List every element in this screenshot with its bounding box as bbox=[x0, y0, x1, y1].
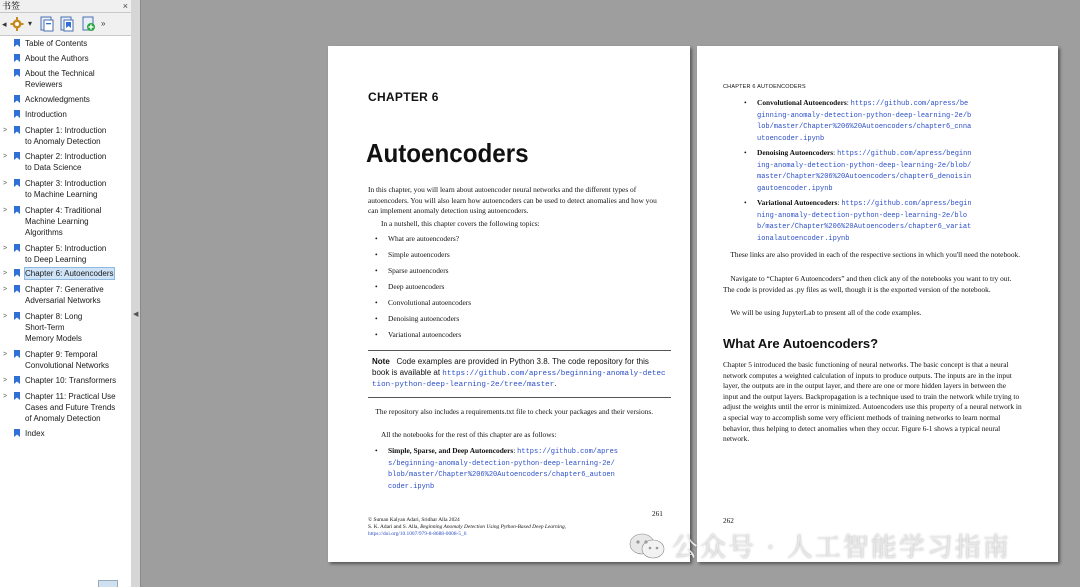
citation-end: , bbox=[564, 524, 567, 530]
panel-splitter[interactable] bbox=[131, 0, 141, 587]
bookmark-icon bbox=[14, 429, 20, 437]
bookmarks-panel bbox=[0, 0, 132, 587]
splitter-grip-icon[interactable]: ◀ bbox=[133, 311, 139, 318]
bookmarks-toolbar bbox=[0, 13, 131, 36]
bookmark-label: Chapter 6: Autoencoders bbox=[25, 269, 114, 278]
topic-item: • Denoising autoencoders bbox=[388, 314, 459, 323]
notebook-name: Convolutional Autoencoders bbox=[757, 98, 847, 107]
citation-authors: S. K. Adari and S. Alla, bbox=[368, 524, 419, 530]
notebook-link[interactable]: https://github.com/apress/beginning-anomaly-detection-python-deep-learning-2e/blob/master/Chapter%206%20Autoencoders/chapter6_variationalautoencoder.ipynb bbox=[757, 200, 972, 243]
expand-chevron-icon[interactable]: > bbox=[3, 127, 8, 134]
more-tools-icon[interactable]: » bbox=[101, 19, 106, 28]
bookmark-label: Table of Contents bbox=[25, 39, 88, 48]
note-box bbox=[368, 350, 671, 398]
jupyter-paragraph bbox=[723, 308, 1023, 319]
links-paragraph bbox=[723, 250, 1023, 261]
page-number: 261 bbox=[652, 510, 663, 518]
topic-item: • Sparse autoencoders bbox=[388, 266, 449, 275]
expand-chevron-icon[interactable]: > bbox=[3, 245, 8, 252]
bookmark-icon bbox=[14, 126, 20, 134]
bookmark-icon bbox=[14, 285, 20, 293]
watermark: 公众号 · 人工智能学习指南 bbox=[672, 533, 1011, 563]
close-icon[interactable]: × bbox=[122, 1, 128, 11]
repo-paragraph-text: The repository also includes a requirements.txt file to check your packages and their versions. bbox=[375, 407, 654, 416]
bookmark-icon bbox=[14, 110, 20, 118]
book-title: Beginning Anomaly Detection Using Python-Based Deep Learning bbox=[420, 524, 565, 530]
wechat-icon bbox=[628, 532, 666, 560]
doi-link[interactable]: https://doi.org/10.1007/979-8-8688-0008-5_6 bbox=[368, 531, 467, 537]
bookmark-label: Chapter 3: Introduction to Machine Learning bbox=[25, 179, 107, 199]
expand-chevron-icon[interactable]: > bbox=[3, 207, 8, 214]
bookmark-label: Introduction bbox=[25, 110, 67, 119]
notebook-item: • Variational Autoencoders: https://github.com/apress/beginning-anomaly-detection-python-deep-learning-2e/blob/master/Chapter%206%20Autoencoders/chapter6_variationalautoencoder.ipynb bbox=[757, 198, 972, 244]
bookmark-icon bbox=[14, 95, 20, 103]
add-bookmark-icon[interactable] bbox=[82, 16, 96, 32]
intro-paragraph: In this chapter, you will learn about autoencoder neural networks and the different types of autoencoders. You will also learn how autoencoders can be used to detect anomalies and how you can implement anomaly detection using autoencoders. bbox=[368, 185, 657, 216]
bookmark-icon bbox=[14, 179, 20, 187]
bookmark-icon bbox=[14, 69, 20, 77]
notebook-item-simple bbox=[388, 446, 618, 492]
bookmark-icon bbox=[14, 152, 20, 160]
expand-bookmarks-icon[interactable] bbox=[40, 16, 54, 32]
bookmark-label: Chapter 9: Temporal Convolutional Networks bbox=[25, 350, 110, 370]
new-bookmark-icon[interactable] bbox=[60, 16, 74, 32]
note-text: Code examples are provided in Python 3.8. The code repository for this book is available at bbox=[372, 357, 649, 377]
bookmark-label: Chapter 1: Introduction to Anomaly Detection bbox=[25, 126, 107, 146]
bookmark-icon bbox=[14, 350, 20, 358]
navigate-paragraph bbox=[723, 274, 1023, 295]
gear-icon[interactable] bbox=[10, 16, 24, 32]
links-paragraph-text: These links are also provided in each of the respective sections in which you'll need the notebook. bbox=[730, 250, 1021, 259]
section-heading: What Are Autoencoders? bbox=[723, 336, 879, 351]
bookmark-icon bbox=[14, 376, 20, 384]
note-end: . bbox=[554, 379, 557, 389]
topic-item: • What are autoencoders? bbox=[388, 234, 459, 243]
topic-item: • Deep autoencoders bbox=[388, 282, 444, 291]
bookmark-label: Acknowledgments bbox=[25, 95, 90, 104]
notebook-link[interactable]: https://github.com/apress/beginning-anomaly-detection-python-deep-learning-2e/blob/master/Chapter%206%20Autoencoders/chapter6_autoencoder.ipynb bbox=[388, 448, 618, 491]
topic-item: • Variational autoencoders bbox=[388, 330, 461, 339]
expand-chevron-icon[interactable]: > bbox=[3, 270, 8, 277]
notebook-name: Simple, Sparse, and Deep Autoencoders bbox=[388, 446, 514, 455]
notebook-colon: : bbox=[513, 446, 516, 455]
bookmark-icon bbox=[14, 392, 20, 400]
expand-chevron-icon[interactable]: > bbox=[3, 351, 8, 358]
expand-chevron-icon[interactable]: > bbox=[3, 313, 8, 320]
citation-line bbox=[368, 524, 566, 531]
notebook-name: Denoising Autoencoders bbox=[757, 148, 834, 157]
running-header: CHAPTER 6 AUTOENCODERS bbox=[723, 84, 806, 90]
bookmark-icon bbox=[14, 206, 20, 214]
notebook-link[interactable]: https://github.com/apress/beginning-anomaly-detection-python-deep-learning-2e/blob/master/Chapter%206%20Autoencoders/chapter6_cnnautoencoder.ipynb bbox=[757, 100, 972, 143]
bookmark-icon bbox=[14, 39, 20, 47]
chapter-title: Autoencoders bbox=[366, 138, 529, 168]
navigate-paragraph-text: Navigate to “Chapter 6 Autoencoders” and then click any of the notebooks you want to try out. The code is provided as .py files as well, though it is the exported version of the notebook. bbox=[723, 274, 1012, 294]
bookmarks-panel-header bbox=[0, 0, 131, 13]
pdf-page-261 bbox=[328, 46, 690, 562]
jupyter-paragraph-text: We will be using JupyterLab to present all of the code examples. bbox=[730, 308, 922, 317]
horizontal-scrollbar-thumb[interactable] bbox=[98, 580, 118, 587]
notebook-name: Variational Autoencoders bbox=[757, 198, 838, 207]
pdf-page-262 bbox=[697, 46, 1058, 562]
bookmark-tree bbox=[0, 36, 128, 579]
collapse-arrow-icon[interactable]: ◂ bbox=[2, 19, 7, 29]
bookmark-label: Chapter 5: Introduction to Deep Learning bbox=[25, 244, 107, 264]
nutshell-paragraph: In a nutshell, this chapter covers the following topics: bbox=[381, 219, 540, 228]
note-label: Note bbox=[372, 357, 390, 366]
bookmark-label: Chapter 7: Generative Adversarial Networks bbox=[25, 285, 104, 305]
options-dropdown-icon[interactable]: ▾ bbox=[28, 19, 33, 28]
chapter-label: CHAPTER 6 bbox=[368, 90, 439, 104]
bookmark-icon bbox=[14, 312, 20, 320]
notebooks-paragraph: All the notebooks for the rest of this chapter are as follows: bbox=[381, 430, 557, 439]
bookmark-label: Chapter 2: Introduction to Data Science bbox=[25, 152, 107, 172]
repo-paragraph bbox=[368, 407, 664, 418]
bookmark-label: Index bbox=[25, 429, 45, 438]
notebook-item: • Convolutional Autoencoders: https://github.com/apress/beginning-anomaly-detection-python-deep-learning-2e/blob/master/Chapter%206%20Autoencoders/chapter6_cnnautoencoder.ipynb bbox=[757, 98, 972, 144]
bookmark-icon bbox=[14, 269, 20, 277]
page-number: 262 bbox=[723, 517, 734, 525]
bookmark-label: About the Technical Reviewers bbox=[25, 69, 95, 89]
document-viewer bbox=[141, 0, 1080, 587]
bookmark-label: Chapter 4: Traditional Machine Learning Algorithms bbox=[25, 206, 102, 237]
bookmark-label: Chapter 10: Transformers bbox=[25, 376, 117, 385]
copyright-line: © Suman Kalyan Adari, Sridhar Alla 2024 bbox=[368, 517, 460, 523]
bookmark-label: About the Authors bbox=[25, 54, 89, 63]
repo-link[interactable]: https://github.com/apress/beginning-anomaly-detection-python-deep-learning-2e/tree/master bbox=[372, 369, 666, 390]
expand-chevron-icon[interactable]: > bbox=[3, 377, 8, 384]
section-body: Chapter 5 introduced the basic functioning of neural networks. The basic concept is that a neural network computes a weighted calculation of inputs to produce outputs. The inputs are in the input layer, the outputs are in the output layer, and there are one or more hidden layers in between the input and the output layers. Backpropagation is a technique used to train the network while trying to adjust the weights until the error is minimized. Autoencoders use this property of a neural network in a special way to accomplish some very efficient methods of training networks to learn normal behavior, thus helping to detect anomalies when they occur. Figure 6-1 shows a typical neural network. bbox=[723, 360, 1022, 444]
topic-item: • Convolutional autoencoders bbox=[388, 298, 471, 307]
expand-chevron-icon[interactable]: > bbox=[3, 286, 8, 293]
bookmarks-panel-title: 书签 bbox=[2, 1, 21, 11]
topic-item: • Simple autoencoders bbox=[388, 250, 450, 259]
bookmark-label: Chapter 8: Long Short-Term Memory Models bbox=[25, 312, 83, 343]
page-footer bbox=[368, 517, 566, 538]
expand-chevron-icon[interactable]: > bbox=[3, 180, 8, 187]
notebook-item: • Denoising Autoencoders: https://github.com/apress/beginning-anomaly-detection-python-deep-learning-2e/blob/master/Chapter%206%20Autoencoders/chapter6_denoisingautoencoder.ipynb bbox=[757, 148, 972, 194]
expand-chevron-icon[interactable]: > bbox=[3, 393, 8, 400]
notebook-link[interactable]: https://github.com/apress/beginning-anomaly-detection-python-deep-learning-2e/blob/master/Chapter%206%20Autoencoders/chapter6_denoisingautoencoder.ipynb bbox=[757, 150, 972, 193]
bookmark-icon bbox=[14, 244, 20, 252]
bookmark-label: Chapter 11: Practical Use Cases and Future Trends of Anomaly Detection bbox=[25, 392, 116, 423]
expand-chevron-icon[interactable]: > bbox=[3, 153, 8, 160]
bookmark-icon bbox=[14, 54, 20, 62]
